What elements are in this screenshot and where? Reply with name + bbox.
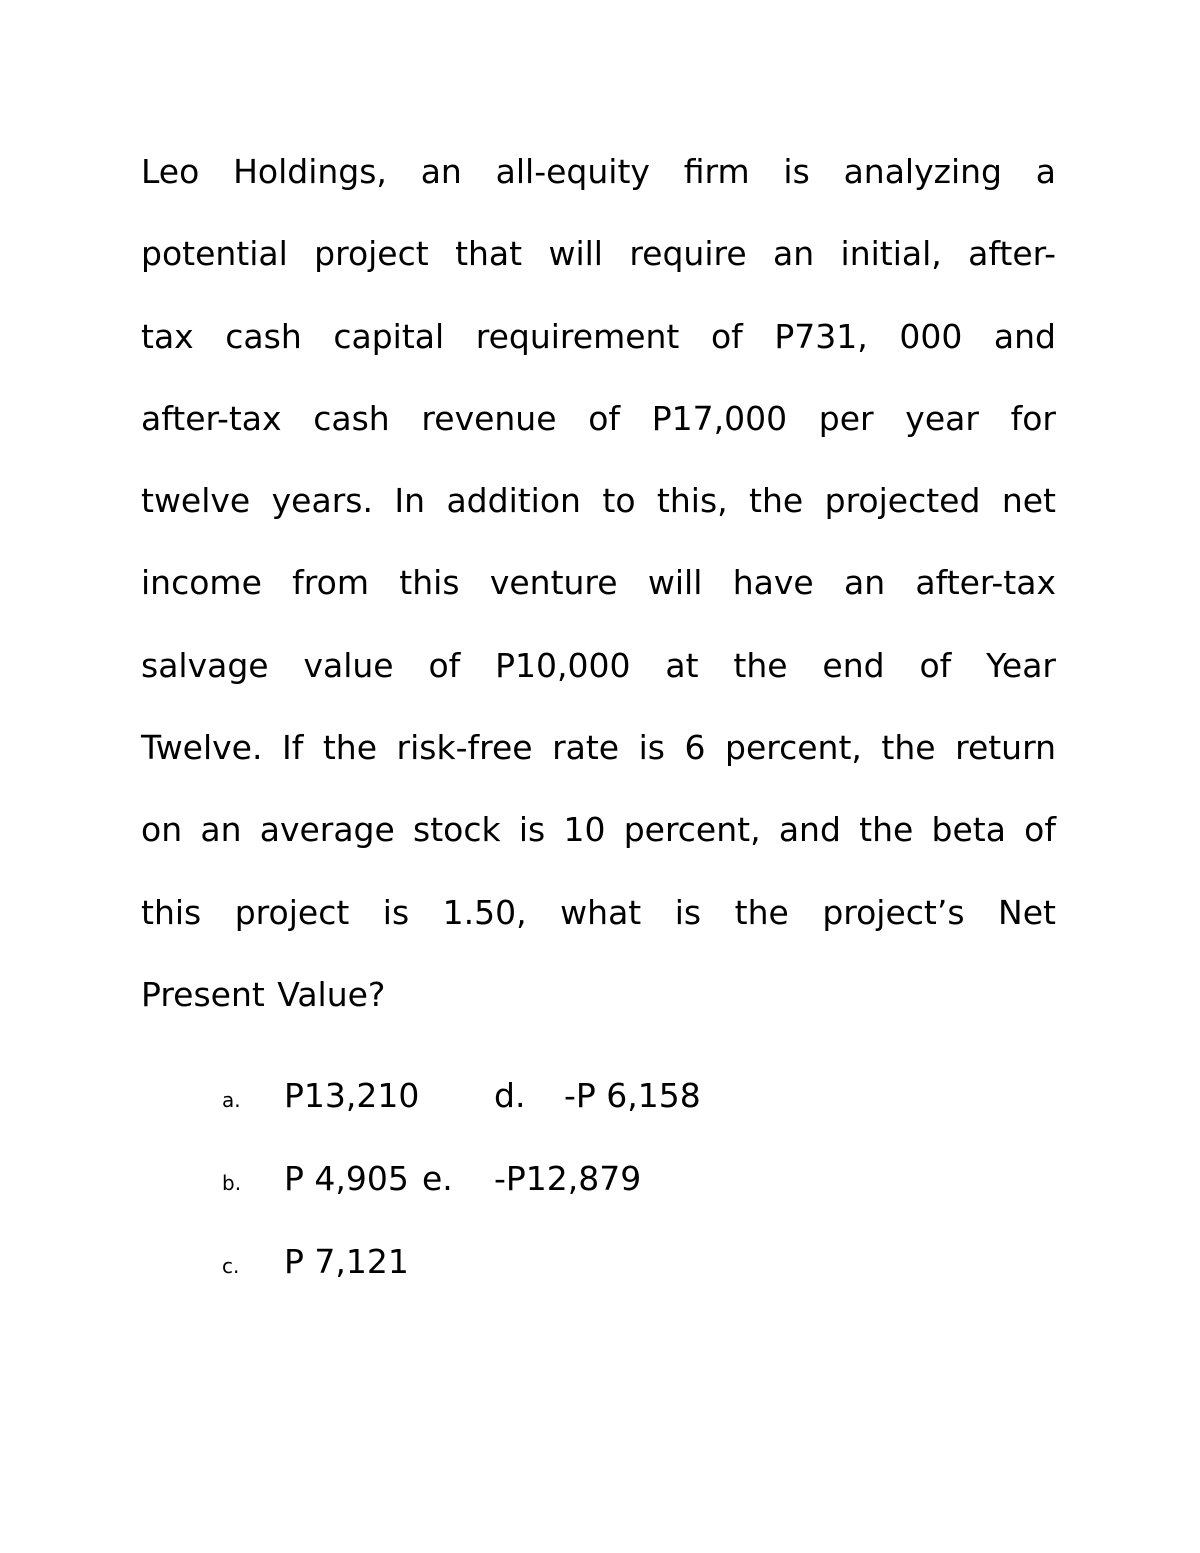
question-line: salvage value of P10,000 at the end of Year bbox=[141, 645, 1056, 685]
choice-c-value: P 7,121 bbox=[284, 1242, 409, 1281]
question-line: on an average stock is 10 percent, and the beta of bbox=[141, 810, 1056, 850]
question-line: twelve years. In addition to this, the projected net bbox=[141, 481, 1056, 521]
question-line: Twelve. If the risk-free rate is 6 percent, the return bbox=[141, 728, 1056, 768]
question-line: potential project that will require an initial, after- bbox=[141, 234, 1056, 274]
choice-e-value: -P12,879 bbox=[494, 1159, 642, 1198]
question-line: tax cash capital requirement of P731, 000 and bbox=[141, 316, 1056, 356]
choice-row-b-e bbox=[0, 1149, 1200, 1209]
choice-d-value: -P 6,158 bbox=[564, 1076, 701, 1115]
question-line: Present Value? bbox=[141, 974, 386, 1014]
choice-a-letter: a. bbox=[222, 1088, 241, 1112]
choice-row-c bbox=[0, 1232, 1200, 1292]
question-paragraph bbox=[141, 131, 1056, 1036]
choice-b-value: P 4,905 bbox=[284, 1159, 409, 1198]
question-line: Leo Holdings, an all-equity firm is analyzing a bbox=[141, 152, 1056, 191]
choice-a-value: P13,210 bbox=[284, 1076, 420, 1115]
choice-row-a-d bbox=[0, 1066, 1200, 1126]
choice-e-letter: e. bbox=[422, 1159, 453, 1198]
choice-b-letter: b. bbox=[222, 1171, 242, 1195]
choice-d-letter: d. bbox=[494, 1076, 526, 1115]
question-line: after-tax cash revenue of P17,000 per year for bbox=[141, 398, 1056, 438]
choice-c-letter: c. bbox=[222, 1254, 240, 1278]
question-line: this project is 1.50, what is the project’s Net bbox=[141, 892, 1056, 932]
question-line: income from this venture will have an after-tax bbox=[141, 563, 1056, 603]
